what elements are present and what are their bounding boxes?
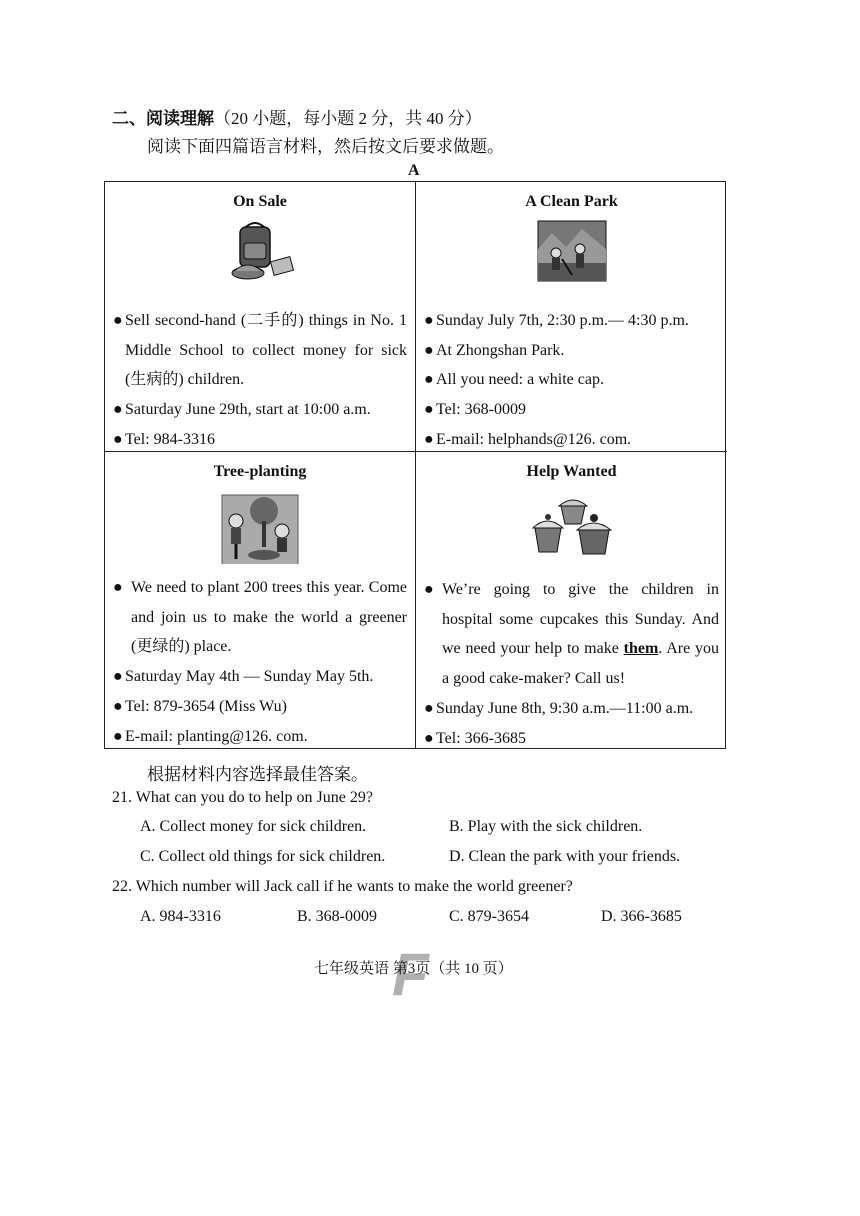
ad-line: ● Sell second-hand (二手的) things in No. 1 Middle School to collect money for sick (生病的) children. [113,312,407,389]
ad-line: ● Saturday May 4th — Sunday May 5th. [113,668,374,686]
ad-help-wanted [416,452,727,748]
ad-title: Help Wanted [526,463,617,480]
ad-line: ● E-mail: helphands@126. com. [424,430,632,448]
ad-title: Tree-planting [213,463,307,480]
ad-line: ● We’re going to give the children in hospital some cupcakes this Sunday. And we need your help to make them. Are you a good cake-maker? Call us! [424,581,719,688]
ad-on-sale [105,182,416,452]
cupcakes-icon [527,491,617,557]
option-21-d[interactable]: D. Clean the park with your friends. [449,848,681,865]
ad-line: ● Sunday July 7th, 2:30 p.m.— 4:30 p.m. [424,312,689,329]
question-21: 21. What can you do to help on June 29? [112,789,373,806]
backpack-and-cap-icon [220,219,300,283]
ad-line: ● At Zhongshan Park. [424,341,565,359]
option-22-d[interactable]: D. 366-3685 [601,908,682,925]
passage-label: A [408,162,420,179]
option-22-a[interactable]: A. 984-3316 [140,908,221,925]
option-21-b[interactable]: B. Play with the sick children. [449,818,643,835]
option-21-c[interactable]: C. Collect old things for sick children. [140,848,386,865]
children-planting-tree-icon [220,486,300,564]
ad-line: ● Tel: 366-3685 [424,729,526,747]
ad-clean-park [416,182,727,452]
ad-details [113,573,407,751]
ad-line: ● Saturday June 29th, start at 10:00 a.m. [113,401,371,419]
ad-line: ● Tel: 984-3316 [113,430,215,448]
ad-title: On Sale [233,193,287,210]
section-heading [112,104,482,129]
ad-line: ● Tel: 368-0009 [424,401,526,419]
ad-details [113,306,407,455]
reading-instruction: 阅读下面四篇语言材料，然后按文后要求做题。 [147,137,504,156]
ad-line: ● All you need: a white cap. [424,371,604,389]
ad-line: ● We need to plant 200 trees this year. Come and join us to make the world a greener (更绿的) place. [113,579,407,656]
ad-details [424,306,719,455]
section-note: （20 小题，每小题 2 分，共 40 分） [214,109,482,128]
watermark-letter: F [392,941,429,1008]
underlined-word: them [623,640,659,658]
ad-details [424,575,719,753]
ad-line: ● Tel: 879-3654 (Miss Wu) [113,697,287,715]
option-21-a[interactable]: A. Collect money for sick children. [140,818,367,835]
children-cleaning-park-icon [532,219,612,283]
ad-tree-planting [105,452,416,748]
question-22: 22. Which number will Jack call if he wants to make the world greener? [112,878,573,895]
section-title: 二、阅读理解 [112,109,214,128]
choose-instruction: 根据材料内容选择最佳答案。 [147,765,368,784]
advertisement-table [104,181,726,749]
option-22-c[interactable]: C. 879-3654 [449,908,529,925]
ad-line: ● Sunday June 8th, 9:30 a.m.—11:00 a.m. [424,699,694,717]
option-22-b[interactable]: B. 368-0009 [297,908,377,925]
ad-title: A Clean Park [525,193,618,210]
ad-line: ● E-mail: planting@126. com. [113,727,308,745]
page-footer: 七年级英语 第3页（共 10 页） [314,961,513,977]
